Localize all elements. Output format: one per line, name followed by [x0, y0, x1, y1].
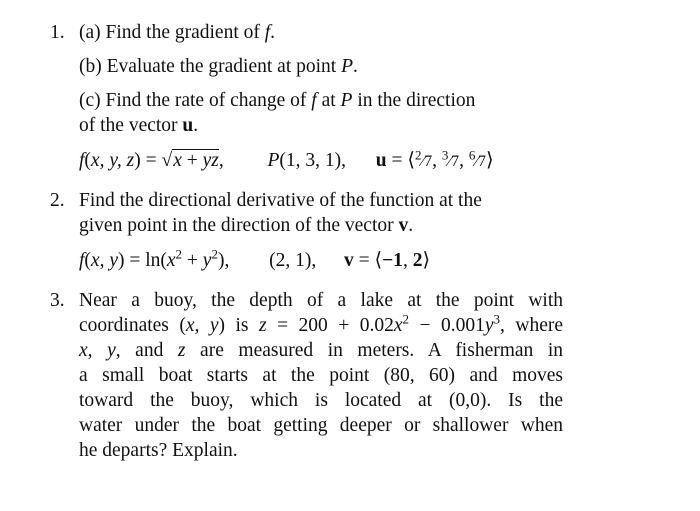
problem-2-eq-vector: v = ⟨−1, 2⟩ [343, 250, 431, 271]
problem-1b: (b) Evaluate the gradient at point P. [79, 56, 358, 77]
problem-1-eq-point: P(1, 3, 1), [267, 150, 351, 171]
problem-2-line1: Find the directional derivative of the function at the [79, 190, 482, 211]
problem-2-eq-f: f(x, $y) = \ln(x^2 + y^2)$, [79, 246, 235, 271]
problem-3-line1: Near a buoy, the depth of a lake at the point with [79, 290, 563, 311]
problem-3-line5: toward the buoy, which is located at (0,0). Is the [79, 390, 563, 411]
problem-3-number: 3. [50, 290, 65, 311]
problem-3-line2: coordinates (x, y) is $z = 200 + 0.02x^2 - 0.001y^3$, where [79, 311, 564, 336]
problem-3-line6: water under the boat getting deeper or shallower when [79, 415, 563, 436]
problem-3-line3: x, y, and z are measured in meters. A fisherman in [79, 340, 564, 361]
problem-1a: (a) Find the gradient of f. [79, 22, 276, 43]
problem-1-number: 1. [50, 22, 65, 43]
problem-1-equation [79, 148, 494, 172]
problem-3-line7: he departs? Explain. [79, 440, 238, 461]
problem-2-equation [79, 248, 430, 272]
problem-1c-line2: of the vector u. [79, 115, 199, 136]
problem-2-number: 2. [50, 190, 65, 211]
problem-3-line4: a small boat starts at the point (80, 60) and moves [79, 365, 563, 386]
problem-2-eq-point: (2, 1), [269, 250, 322, 271]
problem-1-eq-f: f(x, y, z) = √x + yz, [79, 150, 229, 171]
problem-2-line2: given point in the direction of the vector v. [79, 215, 414, 236]
problem-1-eq-vector: u = ⟨$^2$⁄7, $^3$⁄7, $^6$⁄7⟩ [375, 147, 494, 171]
problem-1c-line1: (c) Find the rate of change of f at P in the direction [79, 90, 476, 111]
